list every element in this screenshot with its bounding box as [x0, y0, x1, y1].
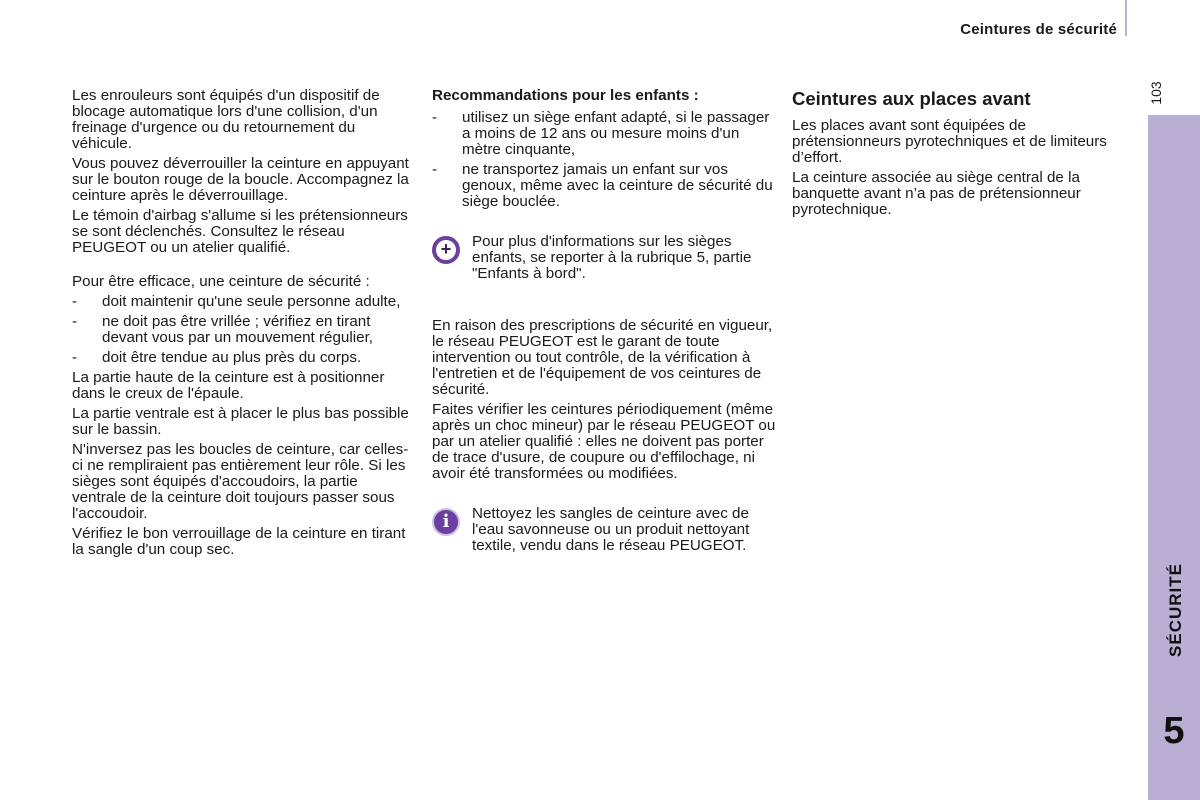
section-title: Ceintures aux places avant	[792, 88, 1031, 109]
header-divider	[1125, 0, 1127, 36]
plus-circle-icon: +	[432, 236, 460, 264]
belt-requirements-list	[72, 294, 412, 366]
paragraph: La partie haute de la ceinture est à positionner dans le creux de l'épaule.	[72, 369, 385, 402]
chapter-label: SÉCURITÉ	[1166, 563, 1185, 657]
column-left	[72, 88, 412, 562]
list-item: - ne transportez jamais un enfant sur vos genoux, même avec la ceinture de sécurité du siège bouclée.	[432, 162, 777, 210]
paragraph: Faites vérifier les ceintures périodiquement (même après un choc mineur) par le réseau PEUGEOT ou par un atelier qualifié : elles ne doivent pas porter de trace d'usure, de coupure ou d'effilochage, ni avoir été transformées ou modifiées.	[432, 401, 776, 482]
header-title: Ceintures de sécurité	[960, 21, 1117, 38]
paragraph: Le témoin d'airbag s'allume si les prétensionneurs se sont déclenchés. Consultez le réseau PEUGEOT ou un atelier qualifié.	[72, 207, 408, 256]
paragraph: Les enrouleurs sont équipés d'un dispositif de blocage automatique lors d'une collision, d'un freinage d'urgence ou du retournement du véhicule.	[72, 87, 380, 152]
paragraph: La ceinture associée au siège central de la banquette avant n’a pas de prétensionneur pyrotechnique.	[792, 169, 1081, 218]
info-circle-icon: i	[432, 508, 460, 536]
chapter-side-tab	[1148, 115, 1200, 800]
page-number: 103	[1148, 81, 1164, 105]
note-cleaning	[432, 506, 777, 554]
paragraph: La partie ventrale est à placer le plus bas possible sur le bassin.	[72, 405, 409, 438]
column-middle	[432, 88, 777, 590]
paragraph: En raison des prescriptions de sécurité en vigueur, le réseau PEUGEOT est le garant de toute intervention ou tout contrôle, de la vérification à l'entretien et de l'équipement de vos ceintures de sécurité.	[432, 317, 773, 398]
note-text: Nettoyez les sangles de ceinture avec de l'eau savonneuse ou un produit nettoyant textile, vendu dans le réseau PEUGEOT.	[472, 505, 750, 554]
note-text: Pour plus d'informations sur les sièges enfants, se reporter à la rubrique 5, partie "Enfants à bord".	[472, 233, 752, 282]
paragraph: Vous pouvez déverrouiller la ceinture en appuyant sur le bouton rouge de la boucle. Accompagnez la ceinture après le déverrouillage.	[72, 155, 409, 204]
column-right	[792, 88, 1132, 222]
list-item: - utilisez un siège enfant adapté, si le passager a moins de 12 ans ou mesure moins d'un mètre cinquante,	[432, 110, 777, 158]
paragraph: Pour être efficace, une ceinture de sécurité :	[72, 273, 370, 290]
list-item: - doit maintenir qu'une seule personne adulte,	[72, 294, 412, 310]
note-child-seats	[432, 234, 777, 282]
list-item: - ne doit pas être vrillée ; vérifiez en tirant devant vous par un mouvement régulier,	[72, 314, 412, 346]
list-item: - doit être tendue au plus près du corps.	[72, 350, 412, 366]
paragraph: N'inversez pas les boucles de ceinture, car celles-ci ne rempliraient pas entièrement leur rôle. Si les sièges sont équipés d'accoudoirs, la partie ventrale de la ceinture doit toujours passer sous l'accoudoir.	[72, 441, 409, 522]
paragraph: Les places avant sont équipées de prétensionneurs pyrotechniques et de limiteurs d’effort.	[792, 117, 1107, 166]
children-subheading: Recommandations pour les enfants :	[432, 87, 699, 104]
chapter-number: 5	[1163, 710, 1185, 752]
children-recommendations-list	[432, 110, 777, 210]
paragraph: Vérifiez le bon verrouillage de la ceinture en tirant la sangle d'un coup sec.	[72, 525, 406, 558]
